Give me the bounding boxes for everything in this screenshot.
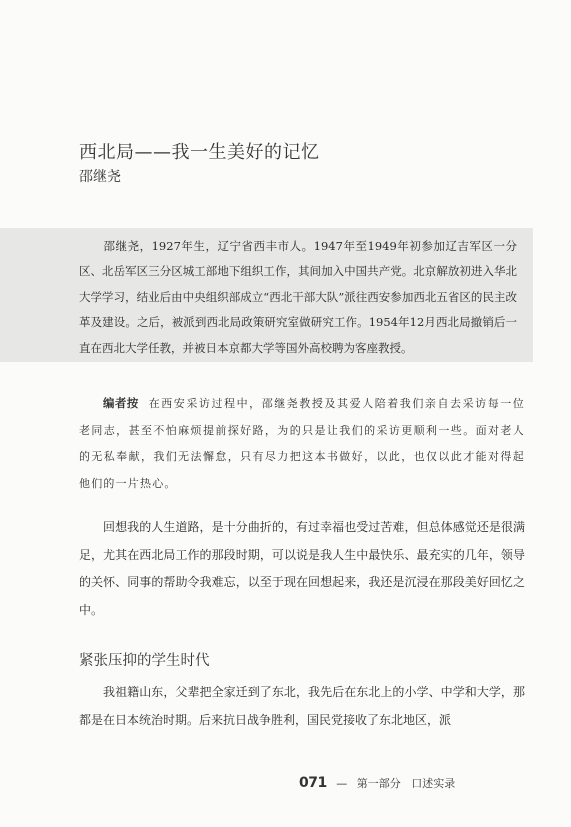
footer-part: 第一部分	[356, 777, 401, 790]
author-bio	[79, 234, 517, 361]
body-paragraph	[79, 679, 525, 735]
author-bio-text: 邵继尧，1927年生，辽宁省西丰市人。1947年至1949年初参加辽吉军区一分区、北岳军区三分区城工部地下组织工作，其间加入中国共产党。北京解放初进入华北大学学习，结业后由中央组织部成立“西北干部大队”派往西安参加西北五省区的民主改革及建设。之后，被派到西北局政策研究室做研究工作。1954年12月西北局撤销后一直在西北大学任教，并被日本京都大学等国外高校聘为客座教授。	[79, 239, 517, 355]
editor-note-label: 编者按	[103, 396, 139, 410]
body-paragraph-text: 回想我的人生道路，是十分曲折的，有过幸福也受过苦难，但总体感觉还是很满足，尤其在西北局工作的那段时期，可以说是我人生中最快乐、最充实的几年，领导的关怀、同事的帮助令我难忘，以至于现在回想起来，我还是沉浸在那段美好回忆之中。	[79, 520, 525, 618]
article-title: 西北局——我一生美好的记忆	[79, 142, 320, 163]
body-paragraph-text: 我祖籍山东，父辈把全家迁到了东北，我先后在东北上的小学、中学和大学，那都是在日本统治时期。后来抗日战争胜利，国民党接收了东北地区，派	[79, 685, 525, 727]
page-footer	[299, 775, 455, 791]
title-block	[79, 142, 539, 186]
body-paragraph	[79, 514, 525, 625]
author-name: 邵继尧	[79, 169, 121, 185]
editor-note	[79, 390, 525, 497]
footer-section: 口述实录	[411, 777, 456, 790]
section-heading: 紧张压抑的学生时代	[79, 653, 210, 669]
editor-note-text: 在西安采访过程中，邵继尧教授及其爱人陪着我们亲自去采访每一位老同志，甚至不怕麻烦提前探好路，为的只是让我们的采访更顺利一些。面对老人的无私奉献，我们无法懈怠，只有尽力把这本书做好，以此，也仅以此才能对得起他们的一片热心。	[79, 397, 526, 490]
page-number: 071	[299, 775, 327, 791]
footer-dash: —	[336, 777, 348, 790]
